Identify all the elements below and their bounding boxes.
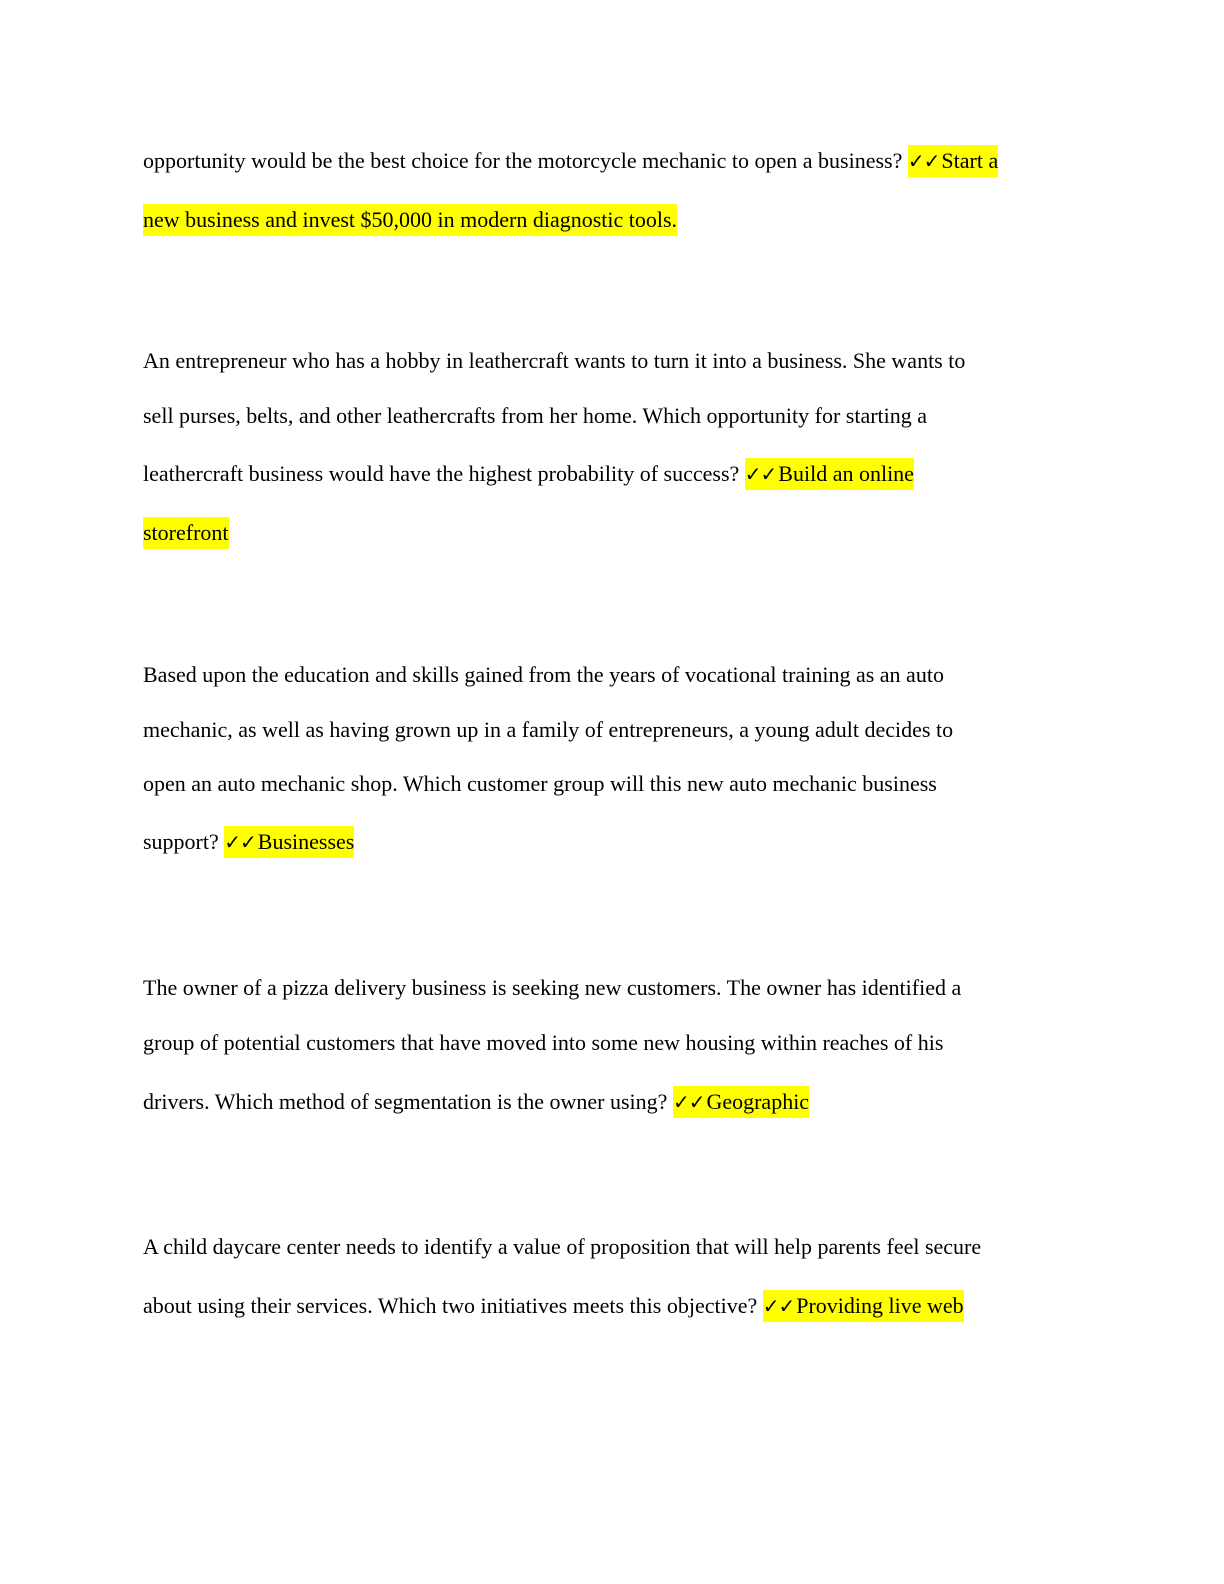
q2-text-line-2: sell purses, belts, and other leathercrafts from her home. Which opportunity for starting a xyxy=(143,403,928,428)
q2-text-line-1: An entrepreneur who has a hobby in leathercraft wants to turn it into a business. She wants to xyxy=(143,348,966,373)
double-check-icon: ✓✓ xyxy=(762,1294,795,1318)
q2-text-line-3: leathercraft business would have the highest probability of success? xyxy=(143,461,745,486)
q1-line-1 xyxy=(143,148,998,174)
q3-line-2 xyxy=(143,717,953,743)
q5-text-line-1: A child daycare center needs to identify a value of proposition that will help parents feel secure xyxy=(143,1234,982,1259)
q3-text-line-4: support? xyxy=(143,829,225,854)
q1-line-2 xyxy=(143,207,677,233)
q2-answer-line-1: Build an online xyxy=(778,461,914,486)
q4-text-line-2: group of potential customers that have moved into some new housing within reaches of his xyxy=(143,1030,944,1055)
q3-line-3 xyxy=(143,771,937,797)
double-check-icon: ✓✓ xyxy=(672,1090,705,1114)
double-check-icon: ✓✓ xyxy=(907,149,940,173)
q2-line-1 xyxy=(143,348,965,374)
q2-line-3 xyxy=(143,461,914,487)
q3-line-4 xyxy=(143,829,354,855)
q4-line-2 xyxy=(143,1030,943,1056)
q4-answer-highlight xyxy=(673,1086,809,1118)
q5-line-2 xyxy=(143,1293,964,1319)
q3-text-line-3: open an auto mechanic shop. Which customer group will this new auto mechanic business xyxy=(143,771,937,796)
q3-text-line-2: mechanic, as well as having grown up in a family of entrepreneurs, a young adult decides to xyxy=(143,717,954,742)
q2-line-4 xyxy=(143,520,229,546)
q1-answer-highlight xyxy=(908,145,998,177)
q4-text-line-1: The owner of a pizza delivery business is seeking new customers. The owner has identified a xyxy=(143,975,962,1000)
q4-answer-line-1: Geographic xyxy=(706,1089,810,1114)
q1-answer-line-1: Start a xyxy=(941,148,999,173)
q4-line-3 xyxy=(143,1089,809,1115)
q2-answer-highlight xyxy=(745,458,914,490)
q1-answer-line-2: new business and invest $50,000 in modern diagnostic tools. xyxy=(143,204,677,236)
q4-text-line-3: drivers. Which method of segmentation is the owner using? xyxy=(143,1089,673,1114)
q3-text-line-1: Based upon the education and skills gained from the years of vocational training as an auto xyxy=(143,662,944,687)
q5-answer-line-1: Providing live web xyxy=(796,1293,964,1318)
q2-answer-line-2: storefront xyxy=(143,517,229,549)
q3-answer-line-1: Businesses xyxy=(257,829,355,854)
double-check-icon: ✓✓ xyxy=(224,830,256,854)
q5-text-line-2: about using their services. Which two initiatives meets this objective? xyxy=(143,1293,763,1318)
q3-answer-highlight xyxy=(224,826,354,858)
q5-answer-highlight xyxy=(763,1290,964,1322)
q1-text-line-1: opportunity would be the best choice for the motorcycle mechanic to open a business? xyxy=(143,148,908,173)
double-check-icon: ✓✓ xyxy=(744,462,777,486)
q5-line-1 xyxy=(143,1234,981,1260)
q2-line-2 xyxy=(143,403,927,429)
q3-line-1 xyxy=(143,662,944,688)
q4-line-1 xyxy=(143,975,961,1001)
